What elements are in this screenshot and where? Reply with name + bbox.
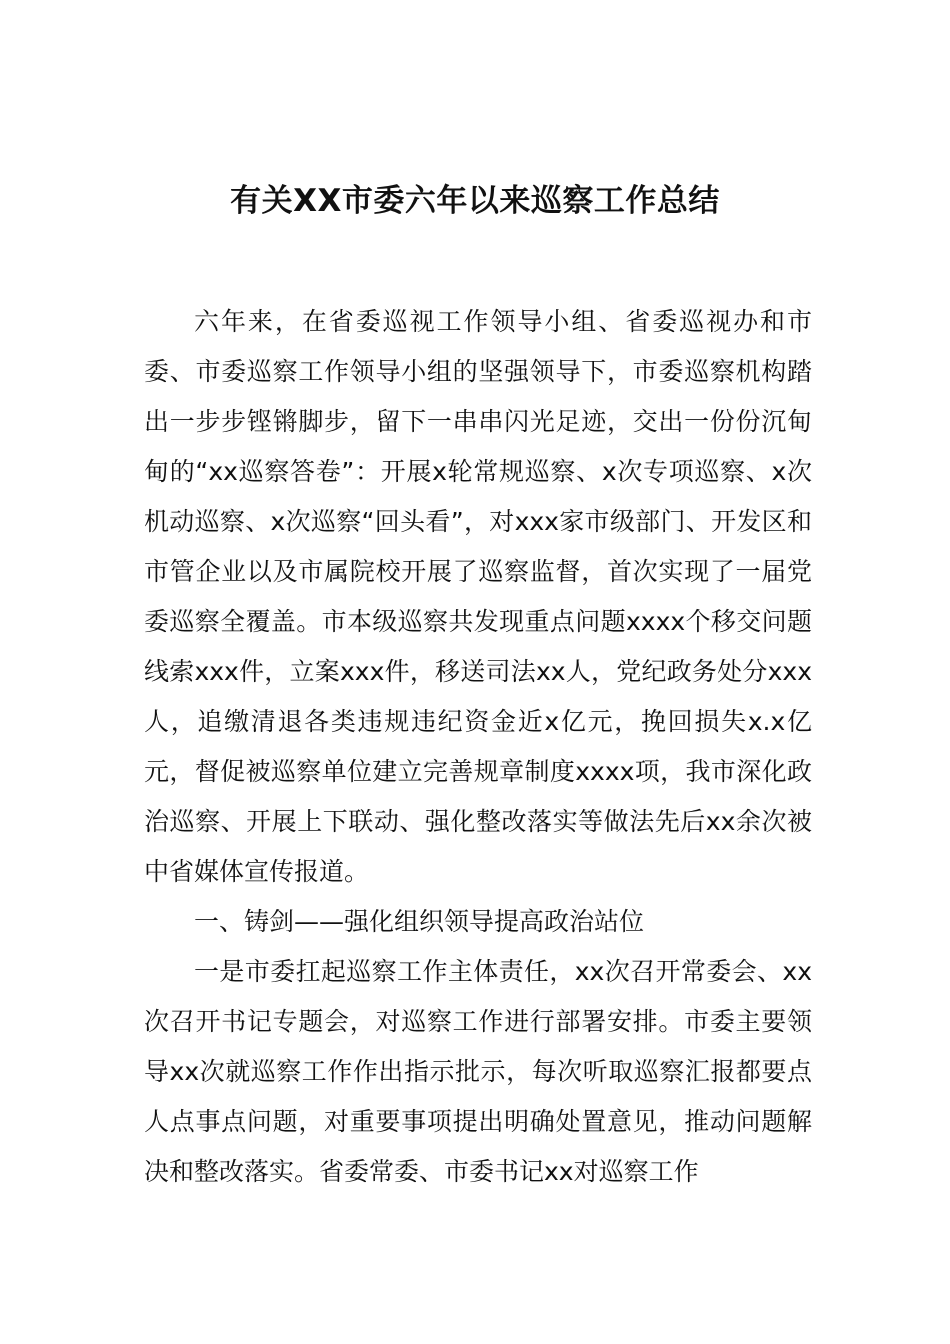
section-heading-1: 一、铸剑——强化组织领导提高政治站位	[194, 907, 645, 936]
paragraph-intro: 六年来，在省委巡视工作领导小组、省委巡视办和市委、市委巡察工作领导小组的坚强领导下，市委巡察机构踏出一步步铿锵脚步，留下一串串闪光足迹，交出一份份沉甸甸的“xx巡察答卷”：开展x轮常规巡察、x次专项巡察、x次机动巡察、x次巡察“回头看”，对xxx家市级部门、开发区和市管企业以及市属院校开展了巡察监督，首次实现了一届党委巡察全覆盖。市本级巡察共发现重点问题xxxx个移交问题线索xxx件，立案xxx件，移送司法xx人，党纪政务处分xxx人，追缴清退各类违规违纪资金近x亿元，挽回损失x.x亿元，督促被巡察单位建立完善规章制度xxxx项，我市深化政治巡察、开展上下联动、强化整改落实等做法先后xx余次被中省媒体宣传报道。	[144, 307, 812, 886]
document-title: 有关XX市委六年以来巡察工作总结	[230, 182, 720, 219]
paragraph-section-1: 一是市委扛起巡察工作主体责任，xx次召开常委会、xx次召开书记专题会，对巡察工作进行部署安排。市委主要领导xx次就巡察工作作出指示批示，每次听取巡察汇报都要点人点事点问题，对重要事项提出明确处置意见，推动问题解决和整改落实。省委常委、市委书记xx对巡察工作	[144, 957, 812, 1186]
document-body	[144, 297, 812, 1197]
